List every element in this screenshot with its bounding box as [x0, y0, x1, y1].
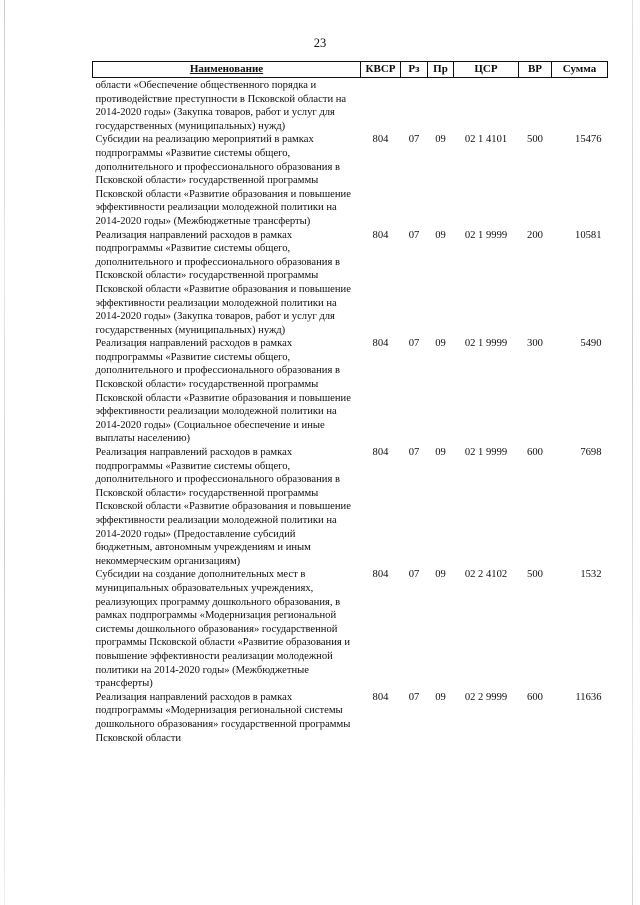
header-vr: ВР: [519, 62, 552, 78]
row-sum: 15476: [575, 134, 602, 146]
row-kvsr: 804: [372, 134, 389, 146]
table-row: [93, 133, 608, 228]
row-name: Реализация направлений расходов в рамках подпрограммы «Развитие системы общего, дополнительного и профессионального образования в Псковской области» государственной программы Псковской области «Развитие образования и повышение эффективности реализации молодежной политики на 2014-2020 годы» (Закупка товаров, работ и услуг для государственных (муниципальных) нужд): [95, 229, 351, 336]
table-row: [93, 568, 608, 690]
row-sum: 7698: [580, 447, 602, 459]
row-name: Субсидии на реализацию мероприятий в рамках подпрограммы «Развитие системы общего, дополнительного и профессионального образования в Псковской области» государственной программы Псковской области «Развитие образования и повышение эффективности реализации молодежной политики на 2014-2020 годы» (Межбюджетные трансферты): [95, 134, 351, 227]
row-pr: 09: [435, 447, 446, 459]
row-sum: 10581: [575, 229, 602, 241]
row-kvsr: 804: [372, 338, 389, 350]
row-vr: 600: [527, 691, 543, 703]
table-row: [93, 337, 608, 446]
row-kvsr: 804: [372, 447, 389, 459]
row-pr: 09: [435, 229, 446, 241]
budget-table: [92, 61, 608, 745]
table-row: [93, 229, 608, 338]
row-rz: [401, 78, 428, 134]
page-number: 23: [313, 36, 327, 50]
row-pr: 09: [435, 134, 446, 146]
row-sum: 1532: [580, 569, 602, 581]
header-sum: Сумма: [552, 62, 608, 78]
row-vr: 300: [527, 338, 543, 350]
row-vr: 500: [527, 134, 543, 146]
row-csr: 02 2 9999: [464, 691, 508, 703]
row-sum: 11636: [575, 691, 602, 703]
row-rz: 07: [408, 447, 420, 459]
row-rz: 07: [408, 134, 420, 146]
row-csr: 02 1 9999: [464, 447, 508, 459]
row-csr: 02 1 9999: [464, 229, 508, 241]
row-sum: [552, 78, 608, 134]
row-rz: 07: [408, 338, 420, 350]
row-vr: 500: [527, 569, 543, 581]
row-kvsr: 804: [372, 229, 389, 241]
row-pr: 09: [435, 691, 446, 703]
row-csr: 02 2 4102: [464, 569, 508, 581]
row-name: Реализация направлений расходов в рамках подпрограммы «Развитие системы общего, дополнительного и профессионального образования в Псковской области» государственной программы Псковской области «Развитие образования и повышение эффективности реализации молодежной политики на 2014-2020 годы» (Социальное обеспечение и иные выплаты населению): [95, 338, 351, 445]
row-rz: 07: [408, 569, 420, 581]
header-name: Наименование: [93, 62, 361, 78]
row-rz: 07: [408, 691, 420, 703]
row-vr: 200: [527, 229, 543, 241]
table-row: [93, 691, 608, 745]
row-pr: 09: [435, 569, 446, 581]
row-csr: 02 1 9999: [464, 338, 508, 350]
row-pr: [428, 78, 454, 134]
header-csr: ЦСР: [454, 62, 519, 78]
table-row: [93, 446, 608, 568]
header-kvsr: КВСР: [361, 62, 401, 78]
row-csr: [454, 78, 519, 134]
row-kvsr: 804: [372, 569, 389, 581]
header-pr: Пр: [428, 62, 454, 78]
row-rz: 07: [408, 229, 420, 241]
table-row: [93, 78, 608, 134]
table-header-row: [93, 62, 608, 78]
scan-edge-right: [632, 0, 633, 905]
row-sum: 5490: [580, 338, 602, 350]
row-vr: [519, 78, 552, 134]
row-name: Субсидии на создание дополнительных мест в муниципальных образовательных учреждениях, реализующих программу дошкольного образования, в рамках подпрограммы «Модернизация региональной системы дошкольного образования» государственной программы Псковской области «Развитие образования и повышение эффективности реализации молодежной политики на 2014-2020 годы» (Межбюджетные трансферты): [95, 569, 351, 690]
row-name: области «Обеспечение общественного порядка и противодействие преступности в Псковской области на 2014-2020 годы» (Закупка товаров, работ и услуг для государственных (муниципальных) нужд): [95, 80, 347, 132]
row-name: Реализация направлений расходов в рамках подпрограммы «Развитие системы общего, дополнительного и профессионального образования в Псковской области» государственной программы Псковской области «Развитие образования и повышение эффективности реализации молодежной политики на 2014-2020 годы» (Предоставление субсидий бюджетным, автономным учреждениям и иным некоммерческим организациям): [95, 447, 351, 567]
row-kvsr: 804: [372, 691, 389, 703]
header-rz: Рз: [401, 62, 428, 78]
row-csr: 02 1 4101: [464, 134, 508, 146]
row-pr: 09: [435, 338, 446, 350]
row-name: Реализация направлений расходов в рамках подпрограммы «Модернизация региональной системы дошкольного образования» государственной программы Псковской области: [95, 691, 351, 744]
scan-edge-left: [4, 0, 5, 905]
row-vr: 600: [527, 447, 543, 459]
row-kvsr: [361, 78, 401, 134]
